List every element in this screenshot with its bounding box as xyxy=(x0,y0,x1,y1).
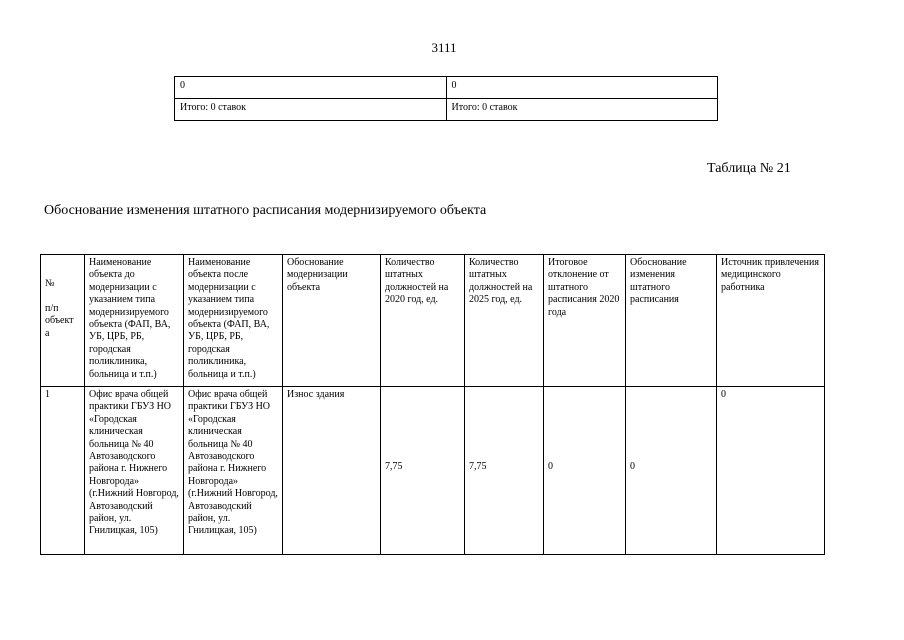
cell-source: 0 xyxy=(717,387,825,555)
table-cell: 0 xyxy=(446,77,718,99)
summary-table xyxy=(174,76,718,121)
cell-staff-2020 xyxy=(381,387,465,555)
cell-staff-2025 xyxy=(465,387,544,555)
table-row xyxy=(41,387,825,555)
table-row xyxy=(175,77,718,99)
header-cell-before: Наименование объекта до модернизации с указанием типа модернизируемого объекта (ФАП, ВА, УБ, ЦРБ, РБ, городская поликлиника, больница и т.п.) xyxy=(85,255,184,387)
page-number: 3111 xyxy=(431,40,457,55)
header-cell-number xyxy=(41,255,85,387)
cell-change-reason xyxy=(626,387,717,555)
table-number: Таблица № 21 xyxy=(707,161,791,176)
change-reason-value: 0 xyxy=(630,461,635,472)
table-cell: Итого: 0 ставок xyxy=(175,99,447,121)
header-cell-deviation: Итоговое отклонение от штатного расписания 2020 года xyxy=(544,255,626,387)
header-row xyxy=(41,255,825,387)
cell-justification: Износ здания xyxy=(283,387,381,555)
header-number-label: № п/п объект а xyxy=(45,278,74,339)
cell-before: Офис врача общей практики ГБУЗ НО «Городская клиническая больница № 40 Автозаводского района г. Нижнего Новгорода» (г.Нижний Новгород, Автозаводский район, ул. Гнилицкая, 105) xyxy=(85,387,184,555)
cell-number: 1 xyxy=(41,387,85,555)
cell-deviation xyxy=(544,387,626,555)
header-cell-change-reason: Обоснование изменения штатного расписания xyxy=(626,255,717,387)
staff-2020-value: 7,75 xyxy=(385,461,403,472)
document-title: Обоснование изменения штатного расписания модернизируемого объекта xyxy=(44,203,487,218)
staff-2025-value: 7,75 xyxy=(469,461,487,472)
header-cell-staff-2020: Количество штатных должностей на 2020 год, ед. xyxy=(381,255,465,387)
staffing-justification-table xyxy=(40,254,825,555)
header-cell-justification: Обоснование модернизации объекта xyxy=(283,255,381,387)
header-cell-source: Источник привлечения медицинского работника xyxy=(717,255,825,387)
table-cell: Итого: 0 ставок xyxy=(446,99,718,121)
table-row xyxy=(175,99,718,121)
header-cell-after: Наименование объекта после модернизации с указанием типа модернизируемого объекта (ФАП, ВА, УБ, ЦРБ, РБ, городская поликлиника, больница и т.п.) xyxy=(184,255,283,387)
deviation-value: 0 xyxy=(548,461,553,472)
header-cell-staff-2025: Количество штатных должностей на 2025 год, ед. xyxy=(465,255,544,387)
table-cell: 0 xyxy=(175,77,447,99)
cell-after: Офис врача общей практики ГБУЗ НО «Городская клиническая больница № 40 Автозаводского района г. Нижнего Новгорода» (г.Нижний Новгород, Автозаводский район, ул. Гнилицкая, 105) xyxy=(184,387,283,555)
